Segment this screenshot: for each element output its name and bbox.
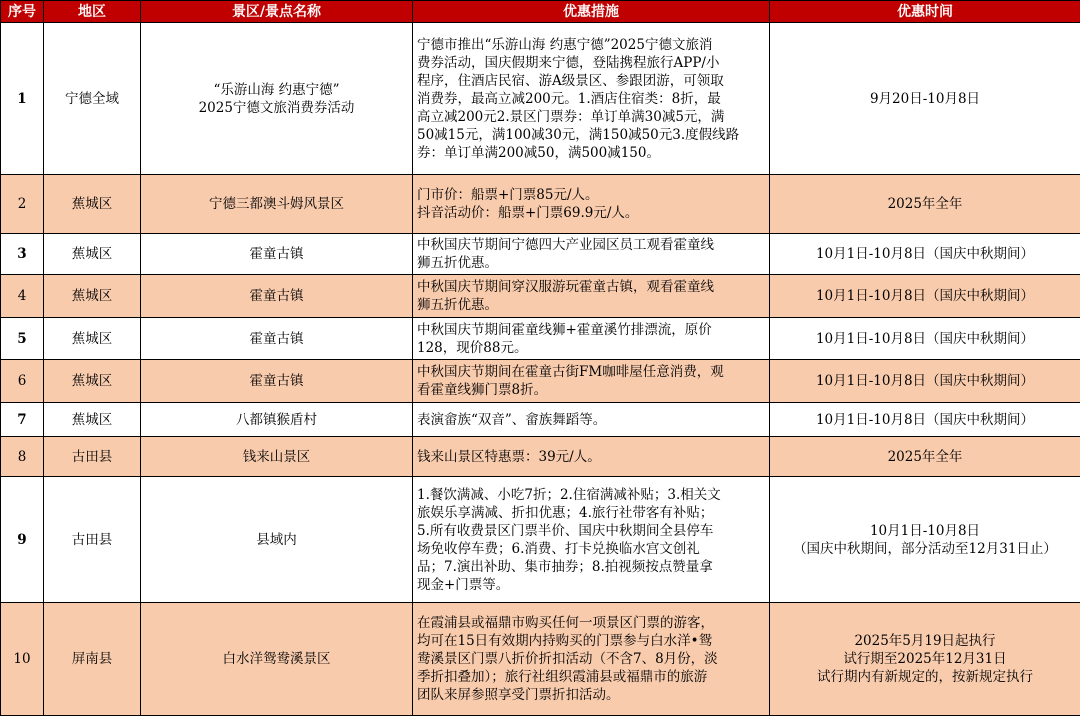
cell-scenic-name-line: 宁德三都澳斗姆风景区 — [209, 196, 344, 212]
cell-time-line: 10月1日-10月8日（国庆中秋期间） — [815, 330, 1035, 347]
cell-measures — [413, 603, 770, 716]
cell-no: 3 — [1, 234, 44, 275]
cell-measures — [413, 360, 770, 403]
cell-measures — [413, 403, 770, 437]
cell-time-line: 10月1日-10月8日（国庆中秋期间） — [815, 411, 1035, 428]
cell-measures-line: 狮五折优惠。 — [417, 297, 498, 313]
cell-time-line: 10月1日-10月8日 — [869, 522, 981, 539]
cell-measures — [413, 477, 770, 603]
cell-measures-line: 5.所有收费景区门票半价、国庆中秋期间全县停车 — [417, 522, 714, 539]
cell-measures-line: 门市价：船票+门票85元/人。 — [417, 187, 599, 203]
cell-scenic-name-line: 县域内 — [256, 531, 297, 548]
cell-measures-line: 狮五折优惠。 — [417, 255, 498, 271]
cell-scenic-name — [141, 275, 413, 318]
cell-time-line: 2025年5月19日起执行 — [854, 633, 996, 649]
cell-measures-line: 品；7.演出补助、集市抽券；8.拍视频按点赞量拿 — [417, 558, 713, 575]
table-row — [1, 175, 1080, 234]
cell-region: 古田县 — [44, 437, 141, 477]
cell-measures-line: 季折扣叠加）；旅行社组织霞浦县或福鼎市的旅游 — [417, 669, 708, 685]
cell-time-line: 10月1日-10月8日（国庆中秋期间） — [815, 288, 1035, 304]
cell-time-line: 10月1日-10月8日（国庆中秋期间） — [815, 373, 1035, 389]
cell-scenic-name-line: 白水洋鸳鸯溪景区 — [222, 651, 331, 667]
cell-no: 2 — [1, 175, 44, 234]
cell-measures-line: 中秋国庆节期间霍童线狮+霍童溪竹排漂流，原价 — [417, 321, 712, 338]
cell-measures — [413, 23, 770, 175]
cell-region: 蕉城区 — [44, 175, 141, 234]
cell-time-line: 9月20日-10月8日 — [869, 90, 981, 107]
cell-measures-line: 中秋国庆节期间宁德四大产业园区员工观看霍童线 — [417, 237, 714, 253]
cell-no: 4 — [1, 275, 44, 318]
cell-region: 宁德全域 — [44, 23, 141, 175]
header-no: 序号 — [1, 1, 44, 23]
table-row — [1, 360, 1080, 403]
cell-region: 蕉城区 — [44, 360, 141, 403]
cell-time-line: 2025年全年 — [887, 448, 963, 465]
header-time: 优惠时间 — [770, 1, 1080, 23]
cell-time-line: 10月1日-10月8日（国庆中秋期间） — [815, 246, 1035, 262]
cell-measures-line: 在霞浦县或福鼎市购买任何一项景区门票的游客， — [417, 615, 714, 631]
cell-region: 蕉城区 — [44, 275, 141, 318]
cell-measures-line: 鸯溪景区门票八折价折扣活动（不含7、8月份，淡 — [417, 651, 718, 667]
cell-no: 7 — [1, 403, 44, 437]
cell-measures-line: 1.餐饮满减、小吃7折；2.住宿满减补贴；3.相关文 — [417, 486, 721, 503]
table-row — [1, 275, 1080, 318]
cell-measures-line: 中秋国庆节期间穿汉服游玩霍童古镇，观看霍童线 — [417, 279, 714, 295]
cell-no: 8 — [1, 437, 44, 477]
cell-measures-line: 看霍童线狮门票8折。 — [417, 382, 548, 398]
cell-scenic-name-line: 霍童古镇 — [249, 330, 304, 347]
cell-measures-line: 钱来山景区特惠票：39元/人。 — [417, 448, 601, 465]
cell-scenic-name-line: 霍童古镇 — [249, 288, 304, 304]
cell-no: 6 — [1, 360, 44, 403]
cell-measures — [413, 275, 770, 318]
cell-time — [770, 603, 1080, 716]
cell-measures — [413, 318, 770, 360]
cell-measures-line: 中秋国庆节期间在霍童古街FM咖啡屋任意消费，观 — [417, 364, 724, 380]
cell-scenic-name — [141, 234, 413, 275]
header-region: 地区 — [44, 1, 141, 23]
cell-measures-line: 现金+门票等。 — [417, 576, 510, 593]
cell-scenic-name — [141, 175, 413, 234]
cell-time — [770, 477, 1080, 603]
cell-time — [770, 437, 1080, 477]
cell-measures — [413, 234, 770, 275]
cell-measures-line: 50减15元，满100减30元，满150减50元3.度假线路 — [417, 126, 740, 143]
table-row — [1, 403, 1080, 437]
cell-scenic-name — [141, 360, 413, 403]
cell-time — [770, 234, 1080, 275]
cell-measures-line: 表演畲族“双音”、畲族舞蹈等。 — [417, 411, 607, 428]
cell-region: 蕉城区 — [44, 318, 141, 360]
cell-time — [770, 175, 1080, 234]
cell-measures — [413, 437, 770, 477]
cell-scenic-name — [141, 403, 413, 437]
cell-scenic-name — [141, 603, 413, 716]
cell-time — [770, 360, 1080, 403]
cell-time-line: 2025年全年 — [887, 196, 963, 212]
cell-measures-line: 旅娱乐享满减、折扣优惠；4.旅行社带客有补贴； — [417, 504, 714, 521]
cell-time — [770, 403, 1080, 437]
cell-scenic-name-line: 2025宁德文旅消费券活动 — [198, 99, 355, 116]
cell-measures-line: 宁德市推出“乐游山海 约惠宁德”2025宁德文旅消 — [417, 36, 713, 53]
cell-region: 古田县 — [44, 477, 141, 603]
cell-measures-line: 券：单订单满200减50，满500减150。 — [417, 144, 660, 161]
cell-no: 9 — [1, 477, 44, 603]
cell-time-line: 试行期至2025年12月31日 — [843, 651, 1007, 667]
cell-scenic-name-line: “乐游山海 约惠宁德” — [213, 81, 340, 98]
cell-no: 5 — [1, 318, 44, 360]
table-row — [1, 437, 1080, 477]
table-row — [1, 477, 1080, 603]
table-row — [1, 23, 1080, 175]
header-row — [1, 1, 1080, 23]
cell-measures-line: 消费券，最高立减200元。1.酒店住宿类：8折，最 — [417, 90, 721, 107]
cell-measures-line: 128，现价88元。 — [417, 339, 528, 356]
cell-scenic-name — [141, 477, 413, 603]
cell-region: 屏南县 — [44, 603, 141, 716]
cell-measures-line: 均可在15日有效期内持购买的门票参与白水洋•鸳 — [417, 633, 713, 649]
cell-time — [770, 275, 1080, 318]
cell-no: 1 — [1, 23, 44, 175]
cell-measures-line: 高立减200元2.景区门票券：单订单满30减5元，满 — [417, 108, 725, 125]
cell-time — [770, 318, 1080, 360]
cell-scenic-name-line: 钱来山景区 — [242, 448, 311, 465]
header-scenic-name: 景区/景点名称 — [141, 1, 413, 23]
table-row — [1, 318, 1080, 360]
cell-scenic-name-line: 霍童古镇 — [249, 246, 304, 262]
cell-region: 蕉城区 — [44, 234, 141, 275]
cell-time-line: 试行期内有新规定的，按新规定执行 — [817, 669, 1033, 685]
cell-scenic-name-line: 八都镇猴盾村 — [236, 411, 317, 428]
cell-measures-line: 抖音活动价：船票+门票69.9元/人。 — [417, 205, 639, 221]
cell-time-line: （国庆中秋期间，部分活动至12月31日止） — [793, 540, 1057, 557]
cell-measures-line: 程序，住酒店民宿、游A级景区、参跟团游，可领取 — [417, 72, 724, 89]
cell-time — [770, 23, 1080, 175]
cell-measures-line: 团队来屏参照享受门票折扣活动。 — [417, 687, 620, 703]
table-row — [1, 603, 1080, 716]
cell-no: 10 — [1, 603, 44, 716]
cell-scenic-name — [141, 437, 413, 477]
cell-scenic-name — [141, 318, 413, 360]
cell-measures — [413, 175, 770, 234]
cell-scenic-name-line: 霍童古镇 — [249, 373, 304, 389]
header-measures: 优惠措施 — [413, 1, 770, 23]
table-row — [1, 234, 1080, 275]
cell-measures-line: 场免收停车费；6.消费、打卡兑换临水宫文创礼 — [417, 540, 700, 557]
cell-region: 蕉城区 — [44, 403, 141, 437]
cell-scenic-name — [141, 23, 413, 175]
cell-measures-line: 费券活动，国庆假期来宁德，登陆携程旅行APP/小 — [417, 54, 720, 71]
